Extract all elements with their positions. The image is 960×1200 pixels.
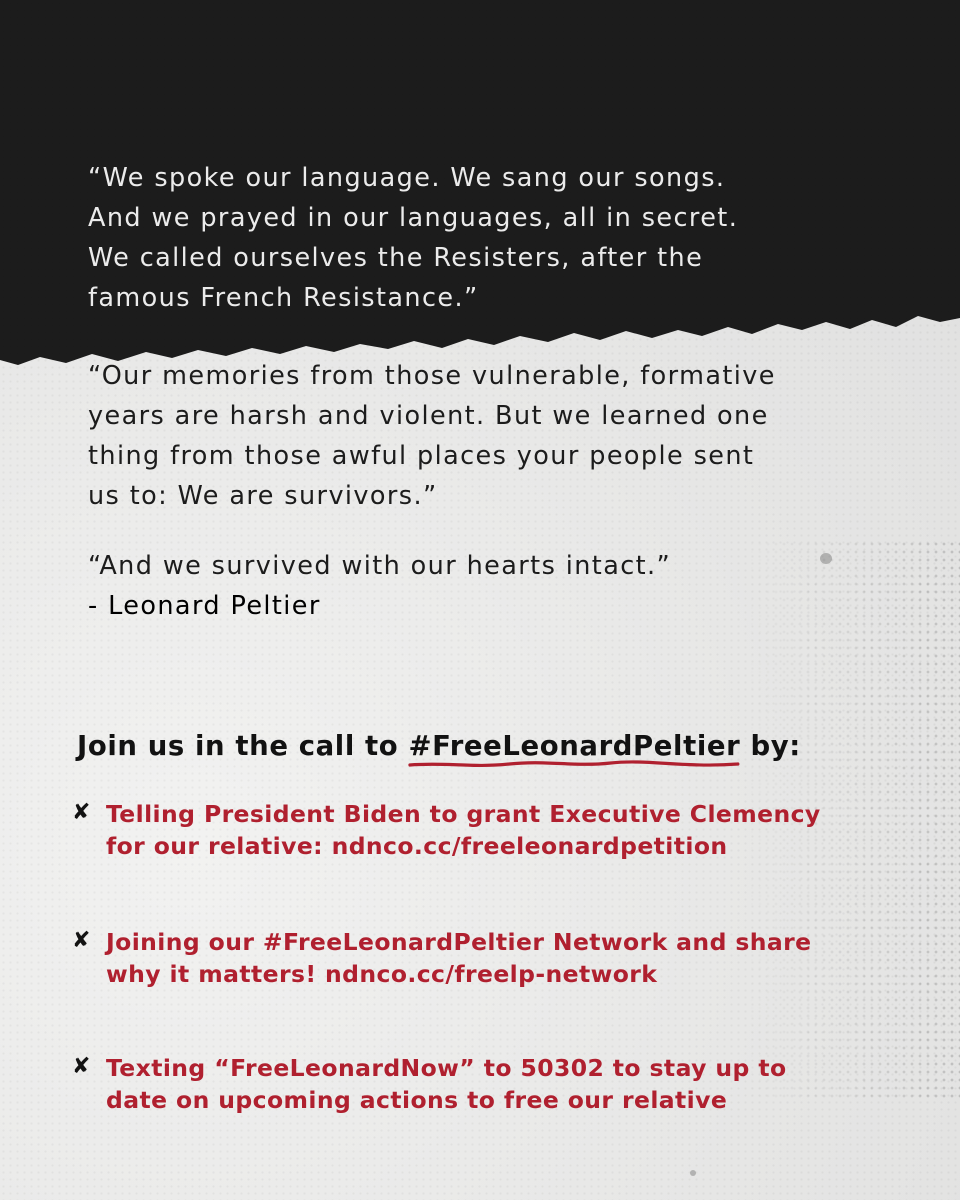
action-item-text: Joining our #FreeLeonardPeltier Network and share why it matters!: [106, 928, 812, 988]
heading-suffix: by:: [740, 730, 801, 762]
heading-prefix: Join us in the call to: [77, 730, 409, 762]
quote-survivors: “Our memories from those vulnerable, formative years are harsh and violent. But we learned one thing from those awful places your people sent us to: We are survivors.”: [88, 361, 776, 511]
quote-attribution: - Leonard Peltier: [88, 591, 321, 621]
call-to-action-heading: [77, 730, 801, 762]
hashtag-text: #FreeLeonardPeltier: [408, 730, 741, 762]
paper-speck: [690, 1170, 696, 1176]
action-item-text: Texting “FreeLeonardNow” to 50302 to stay up to date on upcoming actions to free our relative: [106, 1054, 787, 1114]
petition-link[interactable]: ndnco.cc/freeleonardpetition: [331, 832, 728, 860]
x-mark-icon: ✘: [72, 800, 91, 825]
paper-speck: [820, 553, 832, 564]
action-item-petition: [72, 798, 932, 862]
action-item-network: [72, 926, 932, 990]
action-item-text: Telling President Biden to grant Executive Clemency for our relative:: [106, 800, 821, 860]
hashtag-link[interactable]: [408, 730, 740, 762]
action-item-texting: [72, 1052, 932, 1116]
quote-resisters: “We spoke our language. We sang our songs. And we prayed in our languages, all in secret. We called ourselves the Resisters, after the famous French Resistance.”: [88, 163, 739, 313]
x-mark-icon: ✘: [72, 1054, 91, 1079]
network-link[interactable]: ndnco.cc/freelp-network: [325, 960, 658, 988]
quote-hearts-intact: “And we survived with our hearts intact.”: [88, 551, 672, 581]
red-scribble-underline: [408, 760, 740, 770]
x-mark-icon: ✘: [72, 928, 91, 953]
